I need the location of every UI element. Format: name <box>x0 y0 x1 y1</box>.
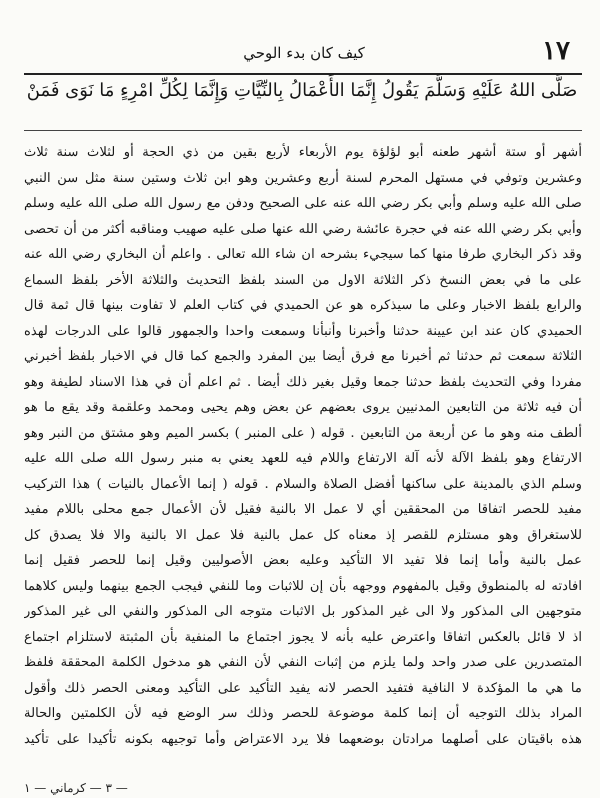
commentary-line: وقد ذكر البخاري طرفا منها كما سيجيء بشرحه ان شاء الله تعالى . واعلم أن البخاري رضي الله عنه <box>24 247 582 262</box>
commentary-line: ما هي ما المؤكدة لا النافية فتفيد الحصر لانه يفيد التأكيد على التأكيد ومعنى الحصر ذلك وأقول <box>24 680 582 696</box>
header-rule <box>24 73 582 75</box>
commentary-line: وعشرين وتوفي في مستهل المحرم لسنة أربع وعشرين وهو ابن ثلاث وستين سنة مثل سن النبي <box>24 170 582 186</box>
commentary-line: الحميدي كان عند ابن عيينة حدثنا وأخبرنا وأنبأنا وسمعت واحدا والجمهور قالوا على الدرجات لهذه <box>24 323 582 339</box>
page-header <box>28 34 580 74</box>
commentary-line: مفردا وفي التحديث بلفظ حدثنا جمعا وقيل بغير ذلك أيضا . ثم اعلم أن في هذا الاسناد لطيفة وهو <box>24 374 582 390</box>
page-footer-signature: — ٣ — كرماني — ١ <box>24 781 128 795</box>
commentary-line: عمل بالنية وأما إنما فلا تفيد الا التأكيد وعليه بعض الأصوليين وقيل إنما للحصر فقيل إنما <box>24 553 582 568</box>
commentary-line: للاستغراق وهو مستلزم للقصر إذ معناه كل عمل بالنية فلا عمل الا بالنية والا فلا يصدق كل <box>24 527 582 543</box>
commentary-line: على ما في بعض النسخ ذكر الثلاثة الاول من السند بلفظ التحديث والثلاثة الأخر بلفظ السماع <box>24 272 582 288</box>
commentary-line: أن فيه ثلاثة من التابعين المدنيين يروى بعضهم عن بعض وهم يحيى ومحمد وعلقمة وقد يقع ما هو <box>24 400 582 415</box>
page-number: ١٧ <box>542 36 570 66</box>
commentary-line: افادته له بالمنطوق وقيل بالمفهوم ووجهه بأن إن للاثبات وما للنفي فيجب الجمع بينهما وليس كلاهما <box>24 578 582 594</box>
commentary-line: وأبي بكر رضي الله عنه في حجرة عائشة رضي الله عنها صلى عليه صهيب ومناقبه أكثر من أن تحصى <box>24 221 582 237</box>
commentary-body <box>24 140 582 752</box>
commentary-line: متوجهين الى المذكور ولا الى غير المذكور بل الاثبات متوجه الى المذكور والنفي الى غير المذكور <box>24 604 582 619</box>
hadith-text-line: صَلَّى اللهُ عَلَيْهِ وَسَلَّمَ يَقُولُ إِنَّمَا الأَعْمَالُ بِالنِّيَّاتِ وَإِنَّمَا لِكُلِّ امْرِءٍ مَا نَوَى فَمَنْ <box>26 80 578 101</box>
commentary-line: اذ لا قائل بالعكس اتفاقا واعترض عليه بأنه لا يجوز اجتماع ما المنفية بأن المثبتة لاستلزام اجتماع <box>24 629 582 645</box>
running-title: كيف كان بدء الوحي <box>243 44 365 62</box>
commentary-line: أشهر أو ستة أشهر طعنه أبو لؤلؤة يوم الأربعاء لأربع بقين من ذي الحجة أو لثلاث سنة ثلاث <box>24 145 582 160</box>
commentary-line: المراد بذلك التوجيه أن إنما كلمة موضوعة للحصر وذلك سر الوضع فيه لأن الكلمتين والحالة <box>24 706 582 721</box>
commentary-line: هذه باقيتان على أصلهما مرادتان بوضعهما فلا يرد الاعتراض وأما توجيهه بكونه تأكيدا على تأكيد <box>24 731 582 747</box>
commentary-line: المتصدرين على صدر واحد ولما يلزم من إثبات النفي لأن النفي هو مدخول الكلمة المحققة فلفظ <box>24 655 582 670</box>
commentary-line: ألطف منه وهو ما عن أربعة من التابعين . قوله ( على المنبر ) بكسر الميم وهو مشتق من النبر وهو <box>24 425 582 441</box>
commentary-line: الثلاثة سمعت ثم حدثنا ثم أخبرنا مع فرق أيضا بين المفرد والجمع كما قال في الاخبار بلفظ أخبرني <box>24 349 582 364</box>
commentary-line: صلى الله عليه وسلم وأبي بكر رضي الله عنه على الصحيح ودفن مع رسول الله صلى الله عليه وسلم <box>24 196 582 211</box>
commentary-line: وسلم الذي بالمدينة على ساكنها أفضل الصلاة والسلام . قوله ( إنما الأعمال بالنيات ) هذا التركيب <box>24 476 582 492</box>
commentary-separator-rule <box>24 130 582 131</box>
commentary-line: مفيد للحصر اتفاقا من المحققين أي لا عمل الا بالنية فقيل لأن الأعمال جمع محلى باللام مفيد <box>24 502 582 517</box>
commentary-line: والرابع بلفظ الاخبار وعلى ما سيذكره هو عن الحميدي في كتاب العلم لا تفاوت بينها قال ثمة قال <box>24 298 582 313</box>
commentary-line: الارتفاع وهو بلفظ الآلة لأنه آلة الارتفاع واللام فيه للعهد يعني به منبر رسول الله صلى الله عليه <box>24 451 582 466</box>
